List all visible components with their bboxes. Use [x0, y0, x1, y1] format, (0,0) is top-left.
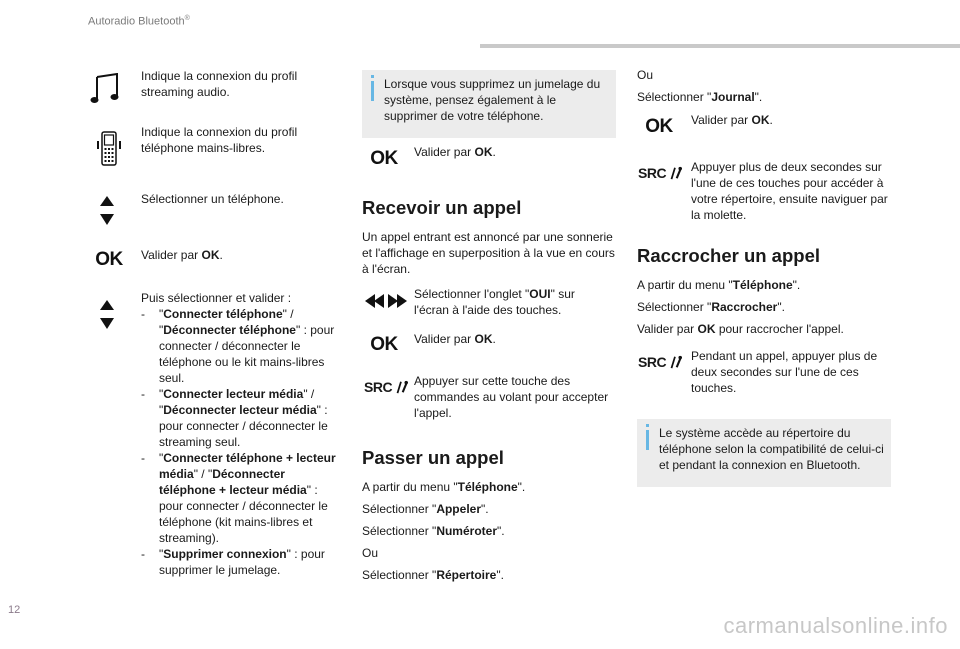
up-down-arrows-icon — [97, 194, 117, 228]
hangup-hint-text: Pendant un appel, appuyer plus de deux secondes sur l'une de ces touches. — [691, 349, 878, 395]
phone-icon — [96, 129, 122, 169]
passer-line: Sélectionner "Numéroter". — [362, 524, 505, 538]
info-box-repertoire — [637, 419, 891, 487]
list-item: - "Supprimer connexion" : pour supprimer le jumelage. — [141, 547, 325, 577]
passer-line: Sélectionner "Répertoire". — [362, 568, 504, 582]
ok-icon: OK — [370, 148, 398, 169]
passer-line: Sélectionner "Appeler". — [362, 502, 489, 516]
passer-line: A partir du menu "Téléphone". — [362, 480, 526, 494]
validate-ok-text: Valider par OK. — [414, 145, 496, 159]
list-item: - "Connecter téléphone" / "Déconnecter téléphone" : pour connecter / déconnecter le téléphone ou le kit mains-libres seul. — [141, 307, 335, 385]
profile-handsfree-text: Indique la connexion du profil téléphone mains-libres. — [141, 125, 298, 155]
page-number: 12 — [8, 604, 21, 616]
watermark: carmanualsonline.info — [723, 613, 948, 638]
validate-ok-text: Valider par OK. — [141, 248, 223, 262]
registered-mark: ® — [184, 15, 190, 22]
ok-icon: OK — [95, 249, 123, 270]
info-text: Lorsque vous supprimez un jumelage du système, pensez également à le supprimer de votre téléphone. — [384, 77, 601, 123]
list-item: - "Connecter lecteur média" / "Déconnecter lecteur média" : pour connecter / déconnecter le streaming seul. — [141, 387, 328, 449]
recevoir-paragraph: Un appel entrant est annoncé par une sonnerie et l'affichage en superposition à la vue en cours à l'écran. — [362, 230, 615, 276]
select-journal-text: Sélectionner "Journal". — [637, 90, 763, 104]
info-icon — [646, 430, 649, 450]
header-rule — [480, 44, 960, 48]
info-text: Le système accède au répertoire du téléphone selon la compatibilité de celui-ci et pendant la connexion en Bluetooth. — [659, 426, 884, 472]
profile-audio-text: Indique la connexion du profil streaming audio. — [141, 69, 298, 99]
header-title: Autoradio Bluetooth — [88, 15, 185, 28]
accept-call-text: Appuyer sur cette touche des commandes au volant pour accepter l'appel. — [414, 374, 609, 420]
raccrocher-line: A partir du menu "Téléphone". — [637, 278, 801, 292]
ou-text: Ou — [637, 68, 654, 82]
select-phone-text: Sélectionner un téléphone. — [141, 192, 284, 206]
repertoire-hint-text: Appuyer plus de deux secondes sur l'une de ces touches pour accéder à votre répertoire, ensuite naviguer par la molette. — [691, 160, 888, 222]
heading-raccrocher: Raccrocher un appel — [637, 245, 821, 266]
raccrocher-line: Valider par OK pour raccrocher l'appel. — [637, 322, 844, 336]
up-down-arrows-icon — [97, 298, 117, 332]
validate-ok-text: Valider par OK. — [414, 332, 496, 346]
ok-icon: OK — [370, 334, 398, 355]
running-header — [88, 11, 190, 30]
heading-recevoir: Recevoir un appel — [362, 197, 522, 218]
raccrocher-line: Sélectionner "Raccrocher". — [637, 300, 785, 314]
src-phone-icon: SRC — [364, 377, 408, 397]
heading-passer: Passer un appel — [362, 447, 504, 468]
validate-ok-text: Valider par OK. — [691, 113, 773, 127]
src-phone-icon: SRC — [638, 163, 682, 183]
ok-icon: OK — [645, 116, 673, 137]
src-phone-icon: SRC — [638, 352, 682, 372]
music-note-icon — [88, 72, 124, 106]
options-intro: Puis sélectionner et valider : — [141, 291, 292, 305]
info-box-jumelage — [362, 70, 616, 138]
list-item: - "Connecter téléphone + lecteur média" / "Déconnecter téléphone + lecteur média" : pour connecter / déconnecter le téléphone (kit mains-libres et streaming). — [141, 451, 336, 545]
info-icon — [371, 81, 374, 101]
connection-options — [141, 290, 336, 578]
select-oui-text: Sélectionner l'onglet "OUI" sur l'écran à l'aide des touches. — [414, 287, 575, 317]
passer-line: Ou — [362, 546, 379, 560]
left-right-arrows-icon — [364, 291, 408, 311]
